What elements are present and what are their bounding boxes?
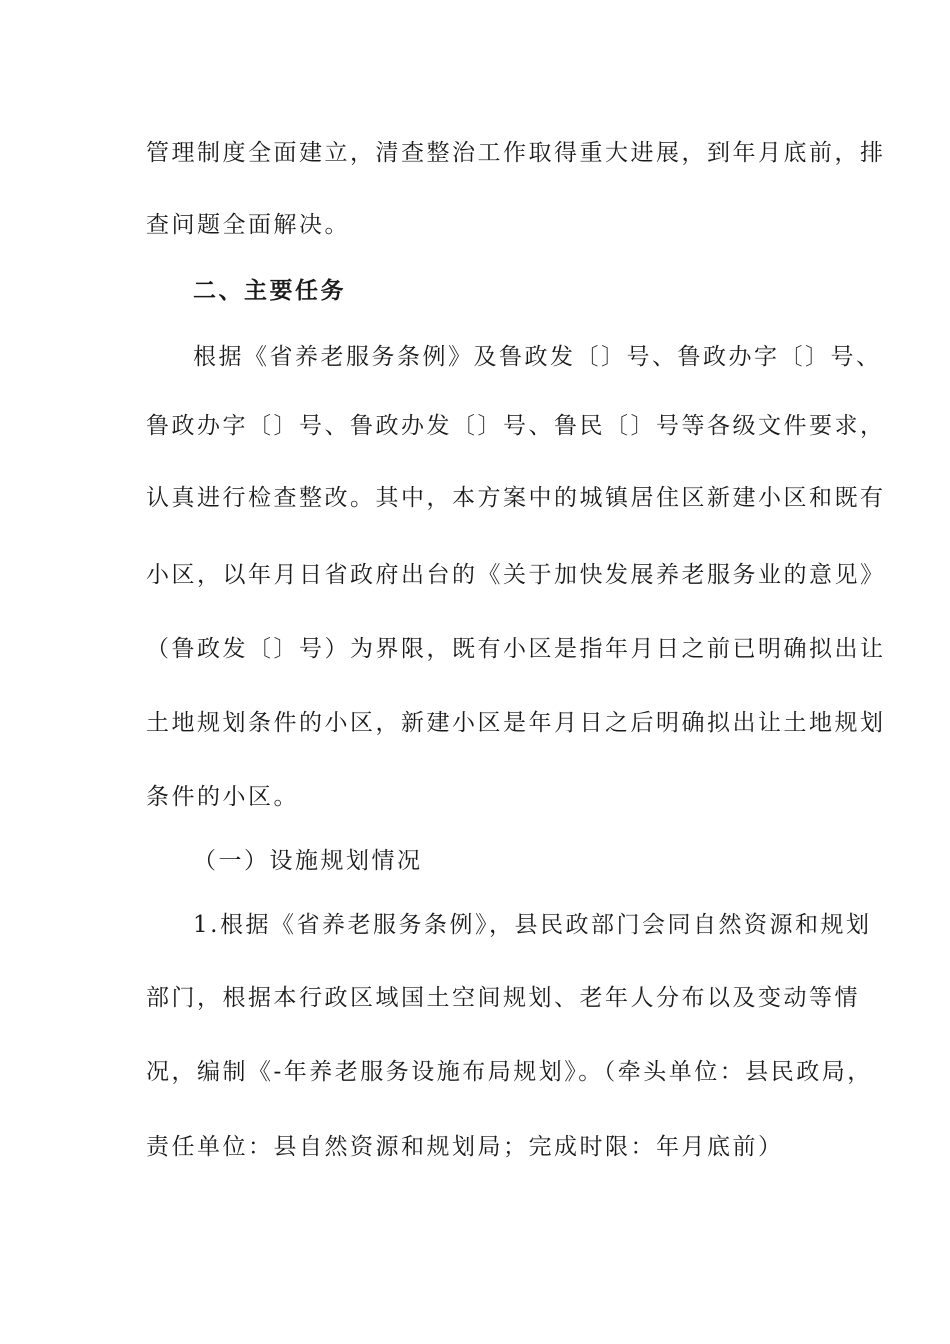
section-heading: 二、主要任务 [193, 278, 346, 304]
paragraph-line: 条件的小区。 [146, 784, 299, 810]
paragraph-line: 鲁政办字〔〕号、鲁政办发〔〕号、鲁民〔〕号等各级文件要求， [146, 413, 886, 439]
paragraph-line: 认真进行检查整改。其中，本方案中的城镇居住区新建小区和既有 [146, 485, 886, 511]
paragraph-line: 管理制度全面建立，清查整治工作取得重大进展，到年月底前，排 [146, 140, 886, 166]
paragraph-line: （鲁政发〔〕号）为界限，既有小区是指年月日之前已明确拟出让 [146, 636, 886, 662]
paragraph-line: 部门，根据本行政区域国土空间规划、老年人分布以及变动等情 [146, 985, 860, 1011]
paragraph-line: 土地规划条件的小区，新建小区是年月日之后明确拟出让土地规划 [146, 710, 886, 736]
subsection-heading: （一）设施规划情况 [193, 848, 423, 874]
paragraph-line: 况，编制《-年养老服务设施布局规划》。（牵头单位：县民政局， [146, 1059, 873, 1085]
paragraph-line: 根据《省养老服务条例》及鲁政发〔〕号、鲁政办字〔〕号、 [193, 344, 882, 370]
paragraph-line: 1.根据《省养老服务条例》，县民政部门会同自然资源和规划 [193, 912, 872, 938]
paragraph-line: 小区，以年月日省政府出台的《关于加快发展养老服务业的意见》 [146, 562, 886, 588]
paragraph-line: 查问题全面解决。 [146, 212, 350, 238]
paragraph-line: 责任单位：县自然资源和规划局；完成时限：年月底前） [146, 1134, 784, 1160]
